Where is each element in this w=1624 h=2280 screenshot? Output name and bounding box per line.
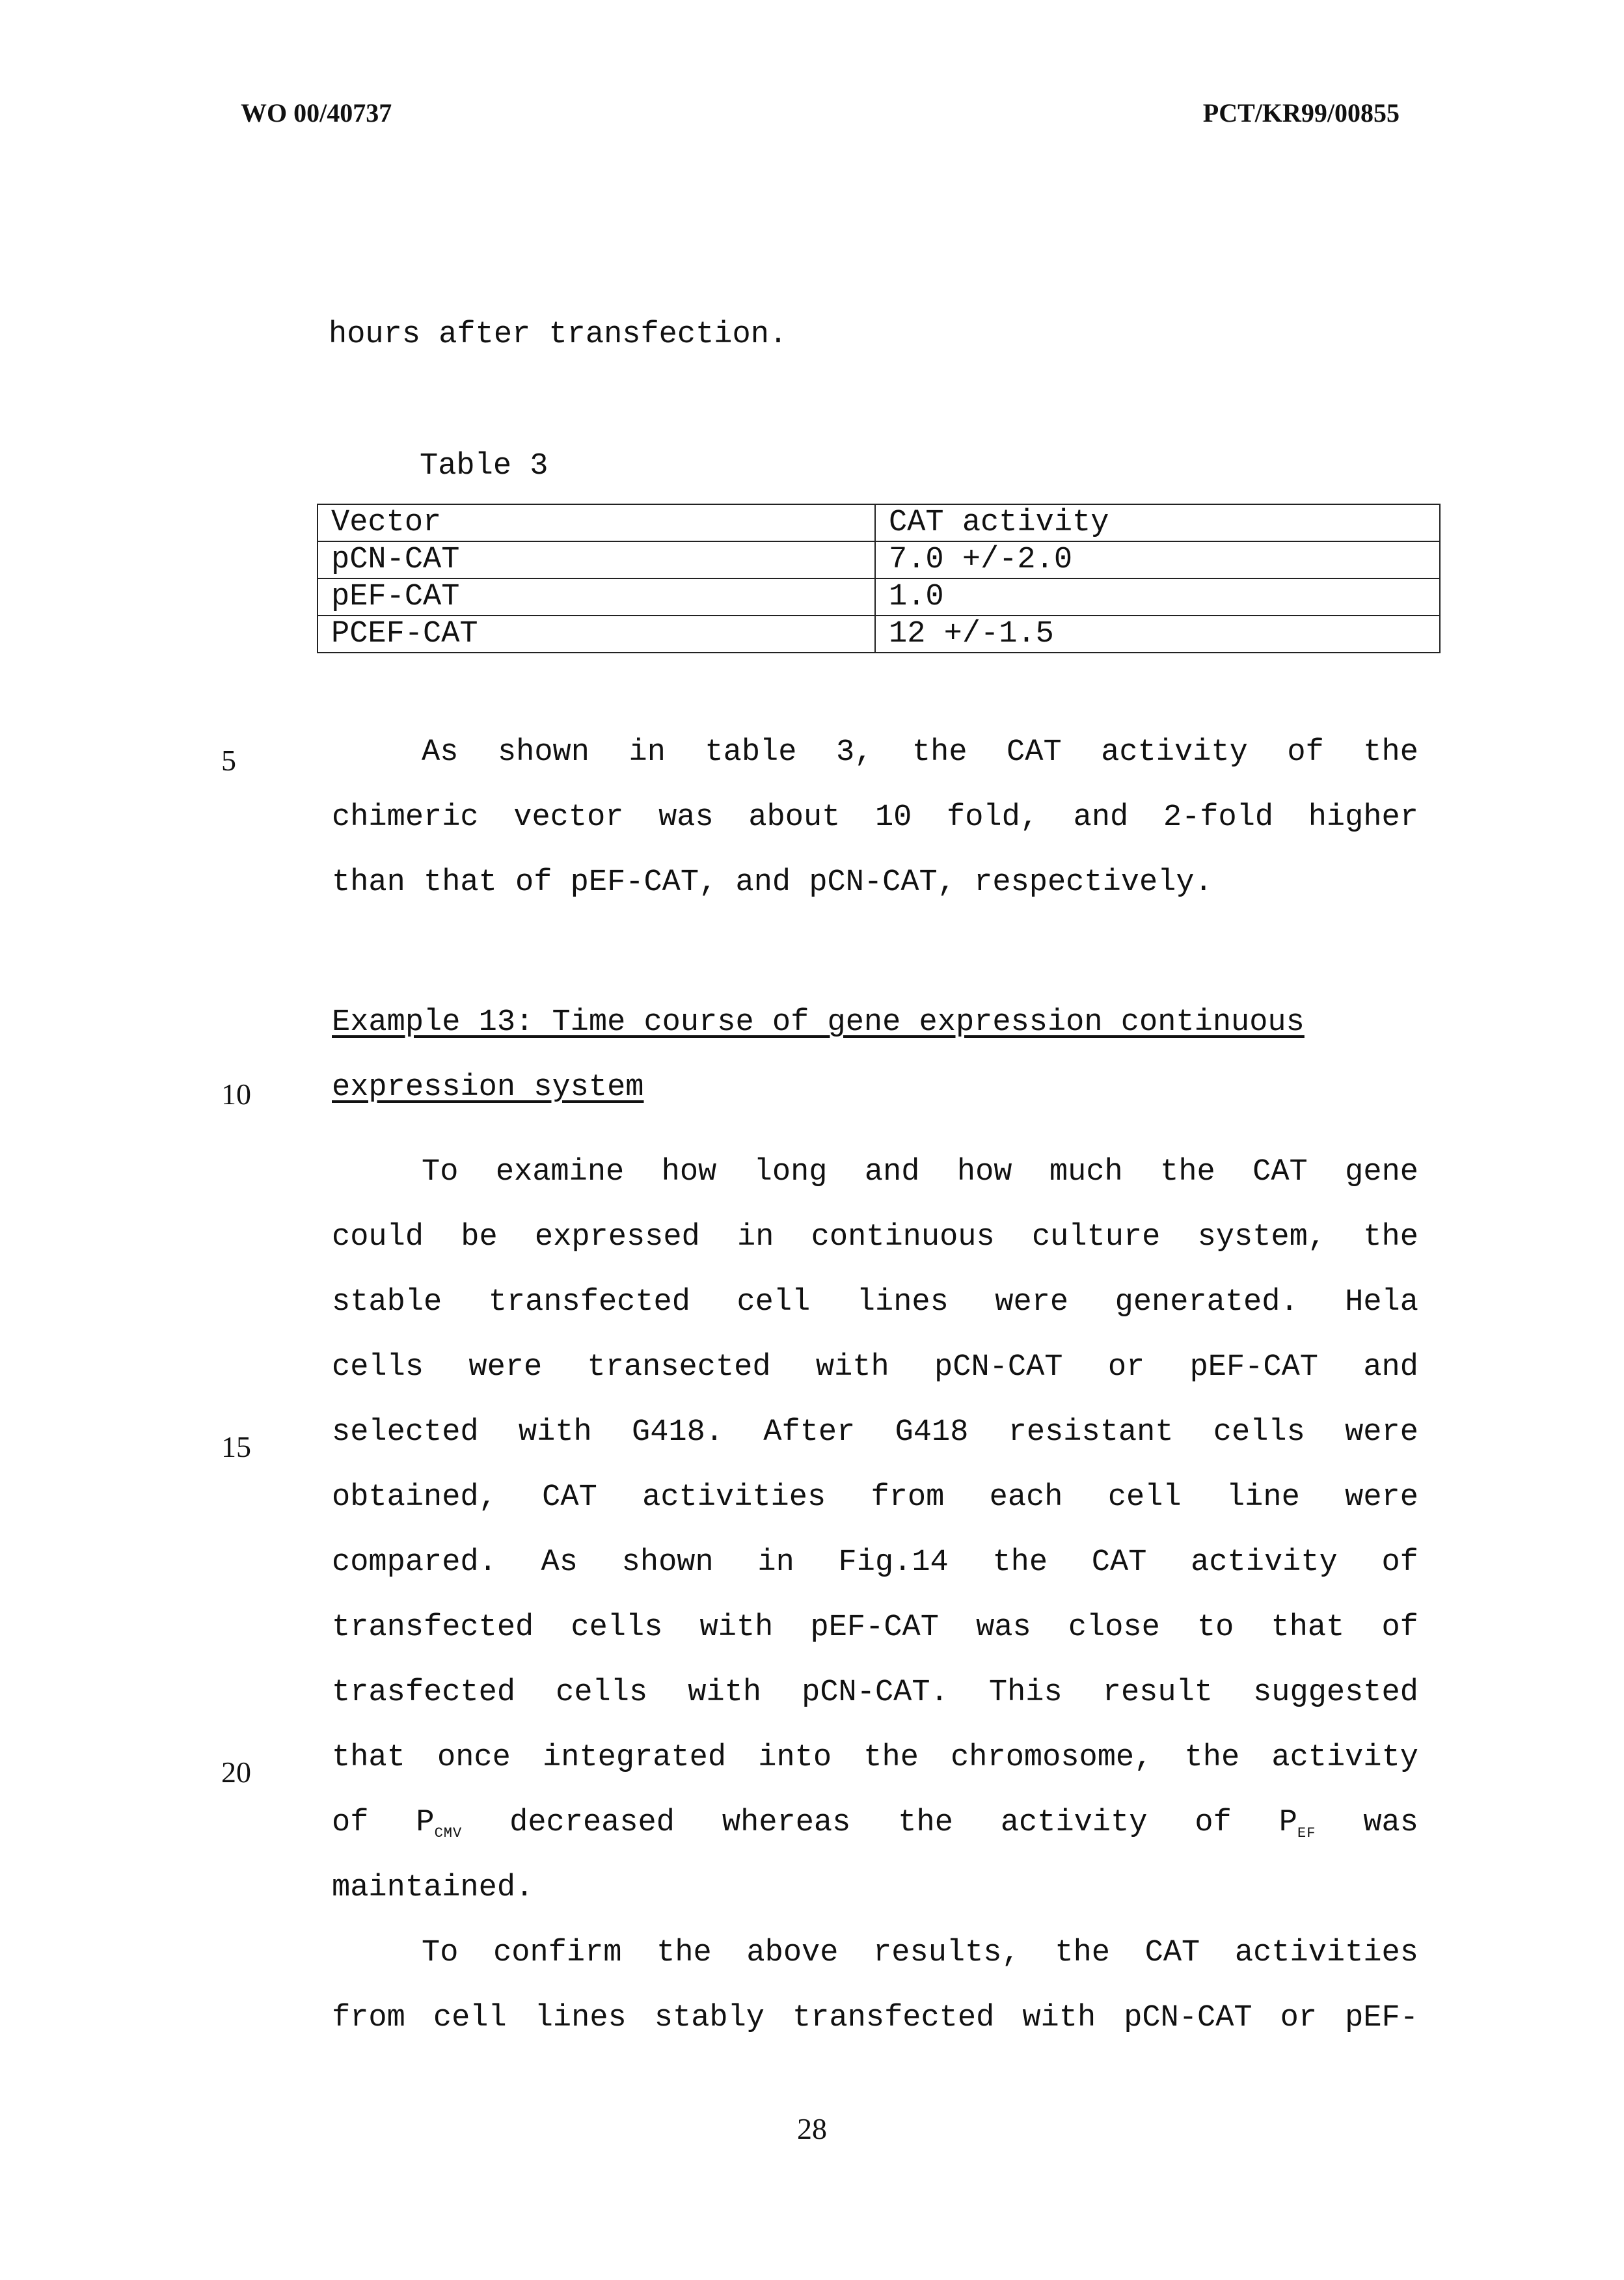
- application-number: PCT/KR99/00855: [1202, 98, 1400, 128]
- line-number: 5: [221, 744, 236, 777]
- paragraph-line: chimeric vector was about 10 fold, and 2-fold higher: [332, 800, 1418, 835]
- line-number: 15: [221, 1430, 251, 1463]
- column-header: Vector: [318, 504, 875, 541]
- paragraph-line: stable transfected cell lines were generated. Hela: [332, 1285, 1418, 1320]
- cat-activity-table: [317, 504, 1441, 653]
- intro-line: hours after transfection.: [329, 318, 788, 352]
- table-caption: Table 3: [420, 449, 548, 483]
- activity-cell: 1.0: [875, 578, 1440, 616]
- line-number: 20: [221, 1756, 251, 1789]
- paragraph-line: trasfected cells with pCN-CAT. This result suggested: [332, 1676, 1418, 1710]
- paragraph-line: obtained, CAT activities from each cell line were: [332, 1480, 1418, 1515]
- paragraph-line: of $P_{CMV}$ decreased whereas the activity of $P_{EF}$ was: [332, 1806, 1418, 1841]
- paragraph-line: could be expressed in continuous culture system, the: [332, 1220, 1418, 1255]
- paragraph-line: from cell lines stably transfected with pCN-CAT or pEF-: [332, 2001, 1418, 2035]
- paragraph-line: cells were transected with pCN-CAT or pEF-CAT and: [332, 1350, 1418, 1385]
- paragraph-line: that once integrated into the chromosome, the activity: [332, 1741, 1418, 1775]
- publication-number: WO 00/40737: [241, 98, 392, 128]
- promoter-cmv: $P_{CMV}$: [416, 1806, 463, 1841]
- vector-cell: PCEF-CAT: [318, 616, 875, 653]
- table-row: [318, 578, 1440, 616]
- page-number: 28: [797, 2112, 827, 2145]
- paragraph-line: transfected cells with pEF-CAT was close to that of: [332, 1610, 1418, 1645]
- paragraph-line: To confirm the above results, the CAT activities: [422, 1936, 1418, 1970]
- paragraph-line: than that of pEF-CAT, and pCN-CAT, respectively.: [332, 865, 1213, 900]
- example-heading: expression system: [332, 1070, 644, 1105]
- promoter-ef: $P_{EF}$: [1279, 1806, 1316, 1841]
- line-number: 10: [221, 1078, 251, 1111]
- activity-cell: 12 +/-1.5: [875, 616, 1440, 653]
- example-heading: Example 13: Time course of gene expression continuous: [332, 1005, 1305, 1040]
- table-row: [318, 541, 1440, 578]
- paragraph-line: compared. As shown in Fig.14 the CAT activity of: [332, 1545, 1418, 1580]
- paragraph-line: maintained.: [332, 1871, 534, 1905]
- vector-cell: pEF-CAT: [318, 578, 875, 616]
- table-row: [318, 616, 1440, 653]
- paragraph-line: selected with G418. After G418 resistant cells were: [332, 1415, 1418, 1450]
- paragraph-line: To examine how long and how much the CAT gene: [422, 1155, 1418, 1189]
- vector-cell: pCN-CAT: [318, 541, 875, 578]
- table-header-row: [318, 504, 1440, 541]
- paragraph-line: As shown in table 3, the CAT activity of the: [422, 735, 1418, 770]
- column-header: CAT activity: [875, 504, 1440, 541]
- activity-cell: 7.0 +/-2.0: [875, 541, 1440, 578]
